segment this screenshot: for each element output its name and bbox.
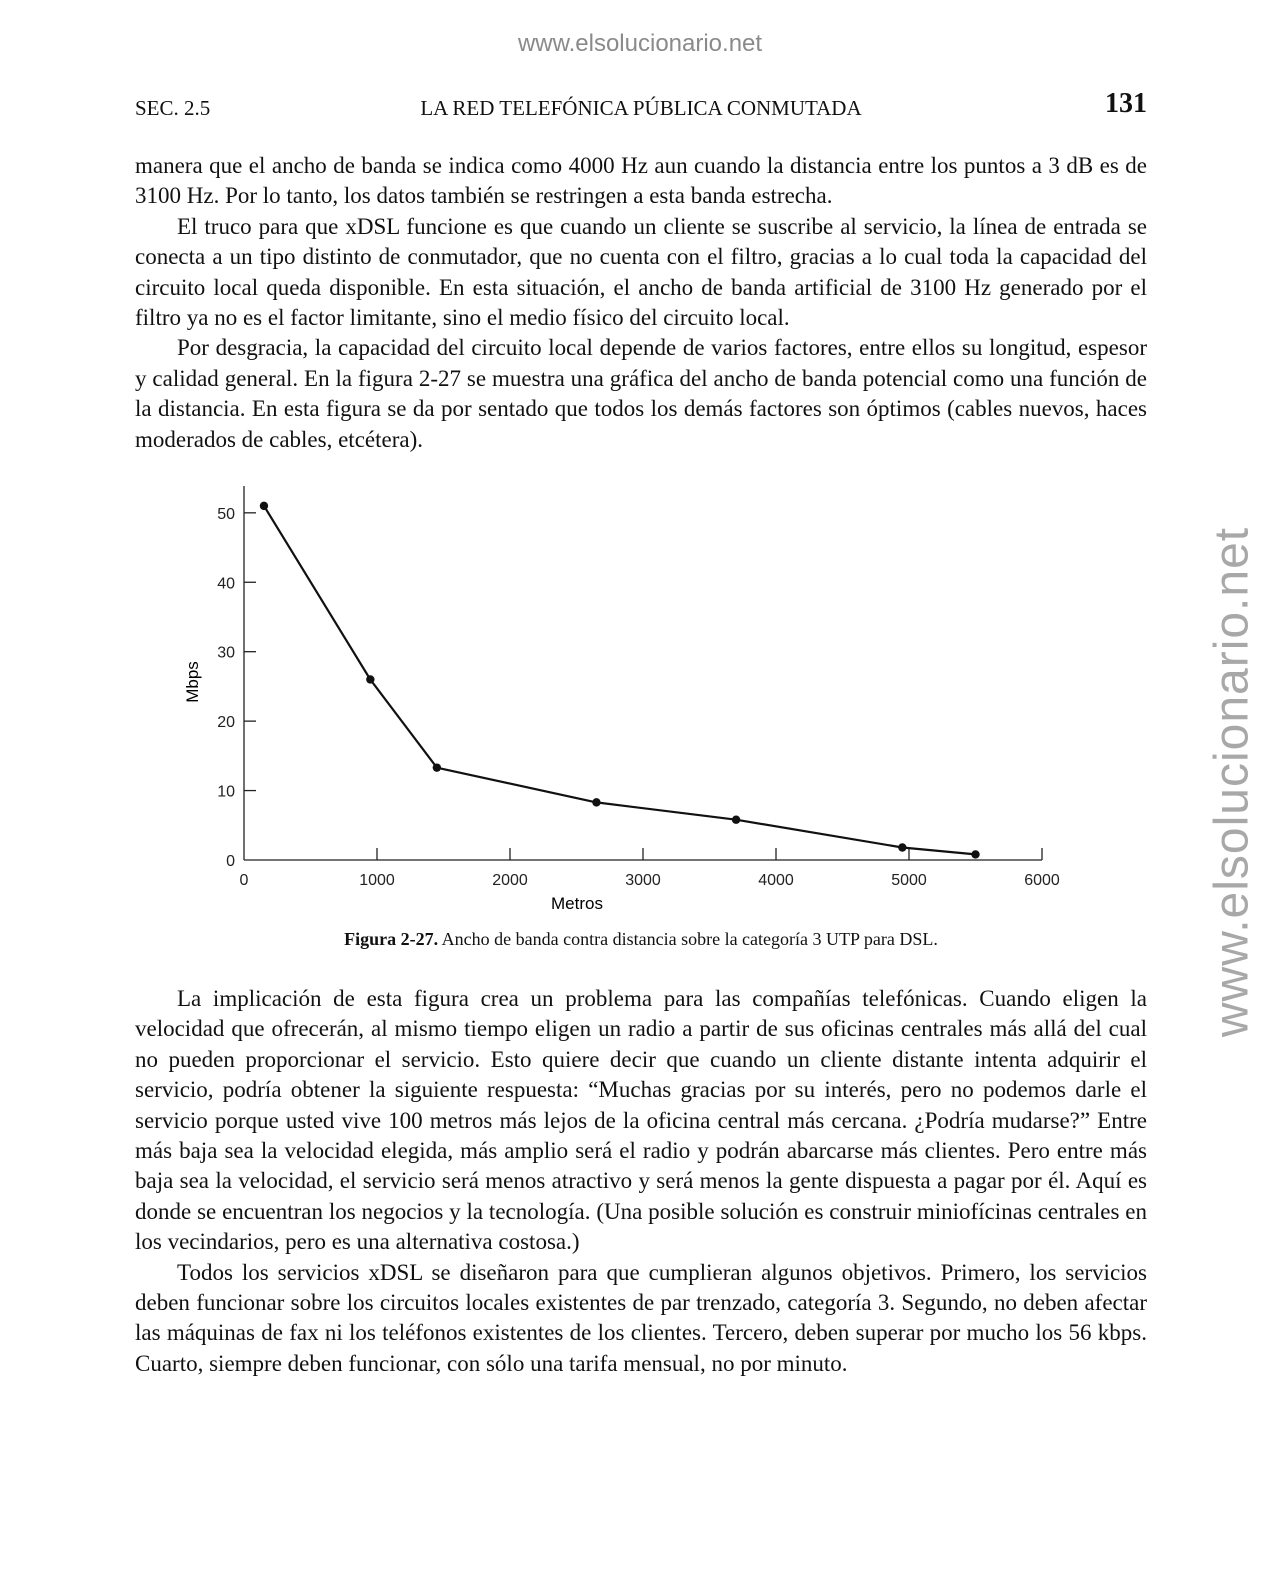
- y-tick-label: 20: [217, 714, 235, 732]
- y-tick-label: 0: [226, 853, 235, 870]
- figure-caption: [135, 929, 1147, 950]
- x-axis-label: Metros: [551, 894, 603, 913]
- paragraph: El truco para que xDSL funcione es que cuando un cliente se suscribe al servicio, la línea de entrada se conecta a un tipo distinto de conmutador, que no cuenta con el filtro, gracias a lo cual toda la capacidad del circuito local queda disponible. En esta situación, el ancho de banda artificial de 3100 Hz generado por el filtro ya no es el factor limitante, sino el medio físico del circuito local.: [135, 213, 1147, 331]
- caption-label: Figura 2-27.: [344, 929, 439, 949]
- x-tick-label: 1000: [359, 872, 395, 889]
- caption-text: Ancho de banda contra distancia sobre la categoría 3 UTP para DSL.: [441, 929, 938, 949]
- x-tick-label: 2000: [492, 872, 528, 889]
- x-tick-label: 6000: [1024, 872, 1060, 889]
- figure-2-27: [180, 478, 1080, 928]
- x-tick-label: 5000: [891, 872, 927, 889]
- y-tick-label: 30: [217, 644, 235, 662]
- body-text-top: [135, 151, 1147, 455]
- data-point: [898, 843, 906, 851]
- watermark-top: www.elsolucionario.net: [517, 30, 763, 57]
- body-text-bottom: [135, 984, 1147, 1379]
- section-number: SEC. 2.5: [135, 96, 211, 120]
- x-tick-label: 4000: [758, 872, 794, 889]
- y-axis-label: Mbps: [183, 661, 202, 703]
- bandwidth-distance-chart: [180, 478, 1080, 928]
- paragraph: Por desgracia, la capacidad del circuito local depende de varios factores, entre ellos su longitud, espesor y calidad general. En la figura 2-27 se muestra una gráfica del ancho de banda potencial como una función de la distancia. En esta figura se da por sentado que todos los demás factores son óptimos (cables nuevos, haces moderados de cables, etcétera).: [135, 335, 1147, 452]
- watermark-side: www.elsolucionario.net: [1205, 526, 1259, 1038]
- paragraph: manera que el ancho de banda se indica como 4000 Hz aun cuando la distancia entre los puntos a 3 dB es de 3100 Hz. Por lo tanto, los datos también se restringen a esta banda estrecha.: [135, 153, 1147, 209]
- page-number: 131: [1105, 88, 1147, 119]
- x-tick-label: 0: [239, 872, 249, 889]
- y-tick-label: 40: [217, 575, 235, 593]
- data-point: [260, 502, 268, 510]
- chapter-title: LA RED TELEFÓNICA PÚBLICA CONMUTADA: [420, 96, 862, 120]
- y-tick-label: 50: [217, 505, 235, 523]
- data-point: [592, 798, 600, 806]
- data-point: [366, 675, 374, 683]
- data-point: [971, 850, 979, 858]
- x-tick-label: 3000: [625, 872, 661, 889]
- y-tick-label: 10: [217, 783, 235, 801]
- data-point: [433, 763, 441, 771]
- running-head: [135, 88, 1147, 124]
- data-point: [732, 816, 740, 824]
- paragraph: Todos los servicios xDSL se diseñaron para que cumplieran algunos objetivos. Primero, los servicios deben funcionar sobre los circuitos locales existentes de par trenzado, categoría 3. Segundo, no deben afectar las máquinas de fax ni los teléfonos existentes de los clientes. Tercero, deben superar por mucho los 56 kbps. Cuarto, siempre deben funcionar, con sólo una tarifa mensual, no por minuto.: [135, 1259, 1147, 1376]
- paragraph: La implicación de esta figura crea un problema para las compañías telefónicas. Cuando eligen la velocidad que ofrecerán, al mismo tiempo eligen un radio a partir de sus oficinas centrales más allá del cual no pueden proporcionar el servicio. Esto quiere decir que cuando un cliente distante intenta adquirir el servicio, podría obtener la siguiente respuesta: “Muchas gracias por su interés, pero no podemos darle el servicio porque usted vive 100 metros más lejos de la oficina central más cercana. ¿Podría mudarse?” Entre más baja sea la velocidad elegida, más amplio será el radio y podrán abarcarse más clientes. Pero entre más baja sea la velocidad, el servicio será menos atractivo y será menos la gente dispuesta a pagar por él. Aquí es donde se encuentran los negocios y la tecnología. (Una posible solución es construir miniofícinas centrales en los vecindarios, pero es una alternativa costosa.): [135, 986, 1147, 1255]
